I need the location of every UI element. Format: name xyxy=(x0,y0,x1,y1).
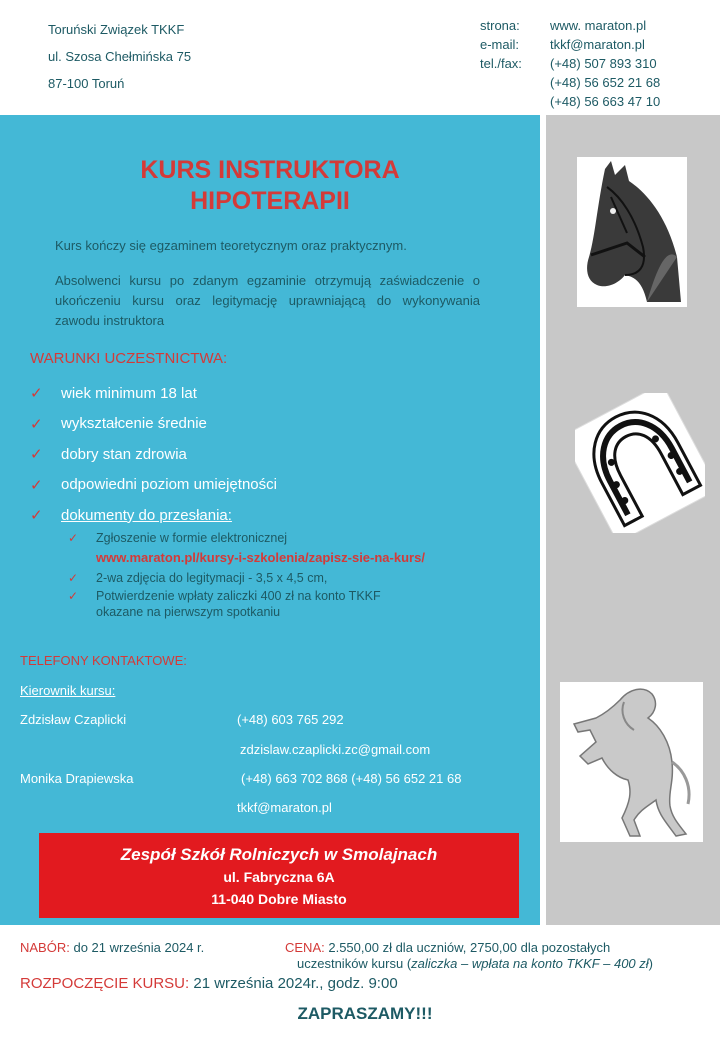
start-date: 21 września 2024r., godz. 9:00 xyxy=(193,975,398,992)
price-info xyxy=(285,940,705,972)
price-note: zaliczka – wpłata na konto TKKF – 400 zł xyxy=(411,956,649,971)
checkmark-icon: ✓ xyxy=(68,589,79,603)
venue-school: Zespół Szkół Rolniczych w Smolajnach xyxy=(120,845,438,864)
contact-label: strona: xyxy=(480,18,520,33)
enrollment-label: NABÓR: xyxy=(20,940,70,955)
contact-row-phone xyxy=(480,73,660,92)
course-intro: Kurs kończy się egzaminem teoretycznym oraz praktycznym. xyxy=(55,238,407,253)
organization-contacts xyxy=(480,16,660,111)
checkmark-icon: ✓ xyxy=(30,476,43,494)
person1-name: Zdzisław Czaplicki xyxy=(20,712,127,727)
document-item xyxy=(68,588,508,620)
price-label: CENA: xyxy=(285,940,325,955)
person2-name: Monika Drapiewska xyxy=(20,771,134,786)
person1-phone: (+48) 603 765 292 xyxy=(237,712,344,727)
contact-row-email xyxy=(480,35,660,54)
contact-label xyxy=(480,92,550,111)
person2-email[interactable]: tkkf@maraton.pl xyxy=(237,800,332,815)
enrollment-date: do 21 września 2024 r. xyxy=(73,940,205,955)
course-title-line1: KURS INSTRUKTORA xyxy=(140,156,400,184)
person1-email[interactable]: zdzislaw.czaplicki.zc@gmail.com xyxy=(240,742,431,757)
contacts-title: TELEFONY KONTAKTOWE: xyxy=(20,653,187,668)
document-text: 2-wa zdjęcia do legitymacji - 3,5 x 4,5 cm, xyxy=(96,571,328,585)
checkmark-icon: ✓ xyxy=(30,415,43,433)
organization-address xyxy=(48,16,191,97)
horseshoe-icon xyxy=(575,393,705,533)
invitation: ZAPRASZAMY!!! xyxy=(297,1004,433,1023)
contact-label: e-mail: xyxy=(480,37,520,52)
phone-number: (+48) 507 893 310 xyxy=(550,56,657,71)
checkmark-icon: ✓ xyxy=(68,571,79,585)
price-close: ) xyxy=(648,956,653,971)
condition-item xyxy=(30,378,500,409)
org-name: Toruński Związek TKKF xyxy=(48,22,185,37)
condition-item xyxy=(30,470,500,501)
price-value-cont: uczestników kursu ( xyxy=(297,956,412,971)
condition-text: dobry stan zdrowia xyxy=(61,445,187,463)
condition-text: dokumenty do przesłania: xyxy=(61,506,232,524)
document-text: Zgłoszenie w formie elektronicznej xyxy=(96,531,288,545)
checkmark-icon: ✓ xyxy=(30,446,43,464)
rearing-horse-icon xyxy=(560,682,703,842)
manager-label: Kierownik kursu: xyxy=(20,683,116,698)
document-text: Potwierdzenie wpłaty zaliczki 400 zł na konto TKKF xyxy=(96,589,381,603)
contact-row-phone xyxy=(480,92,660,111)
org-street: ul. Szosa Chełmińska 75 xyxy=(48,49,192,64)
course-title xyxy=(0,155,540,217)
condition-item xyxy=(30,439,500,470)
start-label: ROZPOCZĘCIE KURSU: xyxy=(20,975,190,992)
contact-label xyxy=(480,73,550,92)
venue-city: 11-040 Dobre Miasto xyxy=(211,891,347,907)
phone-number: (+48) 56 663 47 10 xyxy=(550,94,661,109)
contact-row-phone xyxy=(480,54,660,73)
conditions-title: WARUNKI UCZESTNICTWA: xyxy=(30,350,228,367)
website-link[interactable]: www. maraton.pl xyxy=(550,18,647,33)
horse-head-image xyxy=(577,157,687,307)
condition-item xyxy=(30,500,500,531)
conditions-list xyxy=(30,378,500,531)
contact-row-website xyxy=(480,16,660,35)
price-value: 2.550,00 zł dla uczniów, 2750,00 dla pozostałych xyxy=(328,940,611,955)
enrollment-info xyxy=(20,940,204,955)
documents-list xyxy=(68,530,508,620)
registration-link[interactable]: www.maraton.pl/kursy-i-szkolenia/zapisz-sie-na-kurs/ xyxy=(96,550,425,565)
condition-text: wykształcenie średnie xyxy=(61,415,207,433)
condition-text: odpowiedni poziom umiejętności xyxy=(61,476,277,494)
person2-phone: (+48) 663 702 868 (+48) 56 652 21 68 xyxy=(241,771,462,786)
org-city: 87-100 Toruń xyxy=(48,76,125,91)
venue-street: ul. Fabryczna 6A xyxy=(223,869,335,885)
venue-box xyxy=(39,833,519,918)
condition-text: wiek minimum 18 lat xyxy=(61,384,197,402)
rearing-horse-image xyxy=(560,682,703,842)
horse-head-icon xyxy=(577,157,687,307)
contact-label: tel./fax: xyxy=(480,56,522,71)
checkmark-icon: ✓ xyxy=(30,385,43,403)
document-text: okazane na pierwszym spotkaniu xyxy=(96,605,281,619)
checkmark-icon: ✓ xyxy=(30,507,43,525)
email-link[interactable]: tkkf@maraton.pl xyxy=(550,37,645,52)
horseshoe-image xyxy=(575,393,705,533)
course-description: Absolwenci kursu po zdanym egzaminie otrzymują zaświadczenie o ukończeniu kursu oraz legitymację uprawniającą do wykonywania zawodu instruktora xyxy=(55,273,480,328)
condition-item xyxy=(30,409,500,440)
course-start xyxy=(20,975,398,992)
phone-number: (+48) 56 652 21 68 xyxy=(550,75,661,90)
course-title-line2: HIPOTERAPII xyxy=(190,187,350,215)
document-item xyxy=(68,530,508,570)
checkmark-icon: ✓ xyxy=(68,531,79,545)
document-item xyxy=(68,570,508,586)
